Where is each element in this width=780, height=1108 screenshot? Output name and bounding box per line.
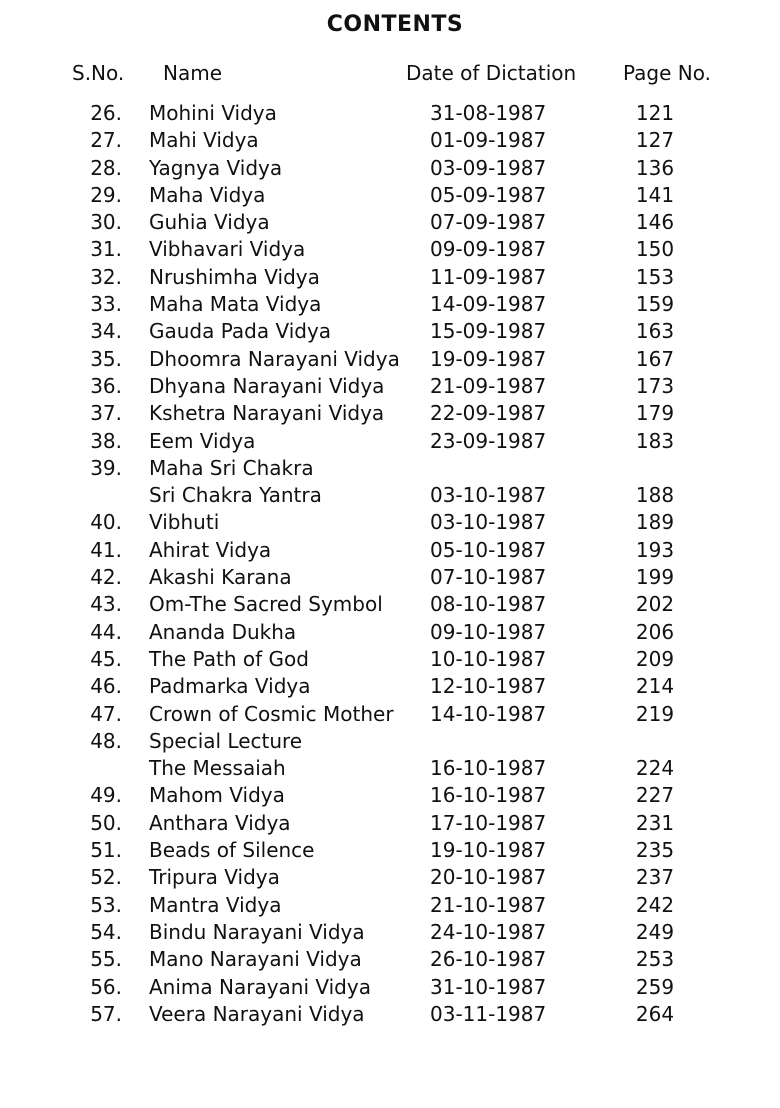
dictation-date: 21-10-1987 [430, 892, 547, 917]
entry-name-line: Veera Narayani Vidya [149, 1001, 365, 1026]
entry-name [149, 264, 320, 291]
serial-number: 44. [90, 619, 122, 644]
entry-name-line: Om-The Sacred Symbol [149, 592, 383, 617]
page-number: 136 [635, 155, 675, 180]
page-number: 199 [635, 565, 675, 590]
entry-name [149, 864, 280, 891]
serial-number: 41. [90, 537, 122, 562]
page-number: 153 [635, 264, 675, 289]
list-item [0, 100, 780, 127]
serial-number: 51. [90, 838, 122, 863]
entry-name [149, 455, 322, 510]
entry-name [149, 837, 314, 864]
dictation-date: 08-10-1987 [430, 592, 547, 617]
list-item [0, 537, 780, 564]
entry-name-line: Dhoomra Narayani Vidya [149, 346, 400, 371]
list-item [0, 428, 780, 455]
serial-number: 49. [90, 783, 122, 808]
list-item [0, 127, 780, 154]
serial-number: 48. [90, 728, 122, 753]
entry-name [149, 182, 265, 209]
serial-number: 37. [90, 401, 122, 426]
page-number: 253 [635, 947, 675, 972]
list-item [0, 236, 780, 263]
page-number: 227 [635, 783, 675, 808]
list-item [0, 182, 780, 209]
list-item [0, 264, 780, 291]
page-number: 146 [635, 210, 675, 235]
dictation-date: 09-10-1987 [430, 619, 547, 644]
entry-name [149, 346, 400, 373]
entry-name [149, 100, 277, 127]
entry-name-line: Guhia Vidya [149, 210, 270, 235]
serial-number: 30. [90, 210, 122, 235]
entry-name-line: Vibhavari Vidya [149, 237, 306, 262]
serial-number: 34. [90, 319, 122, 344]
page-number: 214 [635, 674, 675, 699]
serial-number: 31. [90, 237, 122, 262]
page-number: 141 [635, 182, 675, 207]
entry-name [149, 619, 296, 646]
entry-name [149, 373, 384, 400]
list-item [0, 400, 780, 427]
contents-list [0, 100, 780, 1028]
dictation-date: 03-10-1987 [430, 483, 547, 508]
list-item [0, 209, 780, 236]
entry-name-line: Crown of Cosmic Mother [149, 701, 394, 726]
page-number: 206 [635, 619, 675, 644]
entry-name-line: Anthara Vidya [149, 810, 291, 835]
entry-name-line: Kshetra Narayani Vidya [149, 401, 385, 426]
serial-number: 52. [90, 865, 122, 890]
entry-name-line: Ananda Dukha [149, 619, 297, 644]
entry-name [149, 646, 309, 673]
page-number: 159 [635, 292, 675, 317]
list-item [0, 728, 780, 783]
entry-name [149, 155, 282, 182]
serial-number: 28. [90, 155, 122, 180]
entry-name-line: Dhyana Narayani Vidya [149, 373, 385, 398]
entry-name-line: Anima Narayani Vidya [149, 974, 371, 999]
list-item [0, 919, 780, 946]
page-number: 249 [635, 919, 675, 944]
dictation-date: 05-10-1987 [430, 537, 547, 562]
serial-number: 42. [90, 565, 122, 590]
entry-name [149, 236, 305, 263]
entry-name [149, 701, 394, 728]
entry-name-line: Nrushimha Vidya [149, 264, 320, 289]
header-name: Name [163, 61, 223, 85]
list-item [0, 892, 780, 919]
entry-name [149, 318, 331, 345]
list-item [0, 810, 780, 837]
serial-number: 45. [90, 646, 122, 671]
page-number: 259 [635, 974, 675, 999]
list-item [0, 701, 780, 728]
list-item [0, 974, 780, 1001]
entry-name [149, 673, 311, 700]
entry-name-line: Maha Vidya [149, 182, 266, 207]
entry-name-line: Ahirat Vidya [149, 537, 272, 562]
entry-name-line: Yagnya Vidya [149, 155, 283, 180]
page-number: 189 [635, 510, 675, 535]
dictation-date: 16-10-1987 [430, 783, 547, 808]
dictation-date: 26-10-1987 [430, 947, 547, 972]
entry-name [149, 728, 302, 783]
list-item [0, 1001, 780, 1028]
entry-name-line: Mahom Vidya [149, 783, 285, 808]
list-item [0, 318, 780, 345]
entry-name-line: Bindu Narayani Vidya [149, 919, 365, 944]
list-item [0, 346, 780, 373]
entry-name-line: Vibhuti [149, 510, 220, 535]
page-number: 183 [635, 428, 675, 453]
entry-name [149, 537, 271, 564]
entry-name [149, 892, 281, 919]
list-item [0, 946, 780, 973]
dictation-date: 20-10-1987 [430, 865, 547, 890]
entry-name-line: Eem Vidya [149, 428, 256, 453]
entry-name-line: The Messaiah [149, 756, 286, 781]
entry-name [149, 291, 321, 318]
entry-name-line: The Path of God [149, 646, 309, 671]
serial-number: 55. [90, 947, 122, 972]
header-serial-number: S.No. [72, 61, 125, 85]
entry-name [149, 428, 255, 455]
entry-name-line: Beads of Silence [149, 838, 315, 863]
serial-number: 56. [90, 974, 122, 999]
serial-number: 57. [90, 1001, 122, 1026]
page-number: 188 [635, 483, 675, 508]
list-item [0, 619, 780, 646]
page-number: 235 [635, 838, 675, 863]
page-number: 237 [635, 865, 675, 890]
dictation-date: 22-09-1987 [430, 401, 547, 426]
serial-number: 33. [90, 292, 122, 317]
serial-number: 53. [90, 892, 122, 917]
dictation-date: 14-09-1987 [430, 292, 547, 317]
entry-name-line: Mohini Vidya [149, 101, 277, 125]
page-number: 224 [635, 756, 675, 781]
entry-name-line: Mahi Vidya [149, 128, 259, 153]
list-item [0, 155, 780, 182]
entry-name-line: Padmarka Vidya [149, 674, 311, 699]
list-item [0, 455, 780, 510]
list-item [0, 864, 780, 891]
serial-number: 29. [90, 182, 122, 207]
page-number: 121 [635, 101, 675, 125]
dictation-date: 16-10-1987 [430, 756, 547, 781]
entry-name [149, 810, 291, 837]
page-number: 173 [635, 373, 675, 398]
serial-number: 26. [90, 101, 122, 125]
list-item [0, 646, 780, 673]
serial-number: 38. [90, 428, 122, 453]
entry-name [149, 400, 384, 427]
list-item [0, 782, 780, 809]
entry-name-line: Akashi Karana [149, 565, 292, 590]
dictation-date: 21-09-1987 [430, 373, 547, 398]
page-number: 167 [635, 346, 675, 371]
entry-name-line: Special Lecture [149, 728, 303, 753]
serial-number: 46. [90, 674, 122, 699]
dictation-date: 12-10-1987 [430, 674, 547, 699]
page-number: 150 [635, 237, 675, 262]
entry-name [149, 919, 365, 946]
page-number: 127 [635, 128, 675, 153]
entry-name [149, 509, 219, 536]
page-number: 202 [635, 592, 675, 617]
page-number: 264 [635, 1001, 675, 1026]
page-number: 242 [635, 892, 675, 917]
entry-name-line: Maha Sri Chakra [149, 455, 314, 480]
entry-name-line: Sri Chakra Yantra [149, 483, 322, 508]
entry-name-line: Mantra Vidya [149, 892, 282, 917]
serial-number: 36. [90, 373, 122, 398]
entry-name [149, 209, 270, 236]
dictation-date: 24-10-1987 [430, 919, 547, 944]
dictation-date: 05-09-1987 [430, 182, 547, 207]
entry-name-line: Tripura Vidya [149, 865, 280, 890]
list-item [0, 509, 780, 536]
dictation-date: 23-09-1987 [430, 428, 547, 453]
dictation-date: 19-09-1987 [430, 346, 547, 371]
dictation-date: 01-09-1987 [430, 128, 547, 153]
dictation-date: 31-10-1987 [430, 974, 547, 999]
dictation-date: 07-09-1987 [430, 210, 547, 235]
page-number: 219 [635, 701, 675, 726]
page-number: 231 [635, 810, 675, 835]
dictation-date: 10-10-1987 [430, 646, 547, 671]
header-page-number: Page No. [623, 61, 711, 85]
serial-number: 40. [90, 510, 122, 535]
entry-name [149, 127, 259, 154]
entry-name [149, 591, 383, 618]
page-number: 209 [635, 646, 675, 671]
serial-number: 54. [90, 919, 122, 944]
list-item [0, 591, 780, 618]
entry-name-line: Mano Narayani Vidya [149, 947, 362, 972]
serial-number: 39. [90, 455, 122, 480]
page-title: CONTENTS [326, 12, 464, 37]
list-item [0, 291, 780, 318]
dictation-date: 03-11-1987 [430, 1001, 547, 1026]
list-item [0, 564, 780, 591]
dictation-date: 03-09-1987 [430, 155, 547, 180]
dictation-date: 19-10-1987 [430, 838, 547, 863]
dictation-date: 15-09-1987 [430, 319, 547, 344]
entry-name-line: Gauda Pada Vidya [149, 319, 332, 344]
entry-name [149, 974, 371, 1001]
dictation-date: 17-10-1987 [430, 810, 547, 835]
entry-name [149, 782, 285, 809]
dictation-date: 03-10-1987 [430, 510, 547, 535]
serial-number: 43. [90, 592, 122, 617]
entry-name [149, 1001, 365, 1028]
serial-number: 32. [90, 264, 122, 289]
list-item [0, 373, 780, 400]
entry-name [149, 564, 292, 591]
serial-number: 35. [90, 346, 122, 371]
list-item [0, 837, 780, 864]
dictation-date: 09-09-1987 [430, 237, 547, 262]
page-number: 163 [635, 319, 675, 344]
page-number: 179 [635, 401, 675, 426]
header-date-of-dictation: Date of Dictation [406, 61, 577, 85]
serial-number: 50. [90, 810, 122, 835]
dictation-date: 14-10-1987 [430, 701, 547, 726]
page-number: 193 [635, 537, 675, 562]
list-item [0, 673, 780, 700]
entry-name [149, 946, 362, 973]
dictation-date: 07-10-1987 [430, 565, 547, 590]
entry-name-line: Maha Mata Vidya [149, 292, 322, 317]
dictation-date: 11-09-1987 [430, 264, 547, 289]
serial-number: 27. [90, 128, 122, 153]
serial-number: 47. [90, 701, 122, 726]
table-header [0, 61, 780, 89]
dictation-date: 31-08-1987 [430, 101, 547, 125]
